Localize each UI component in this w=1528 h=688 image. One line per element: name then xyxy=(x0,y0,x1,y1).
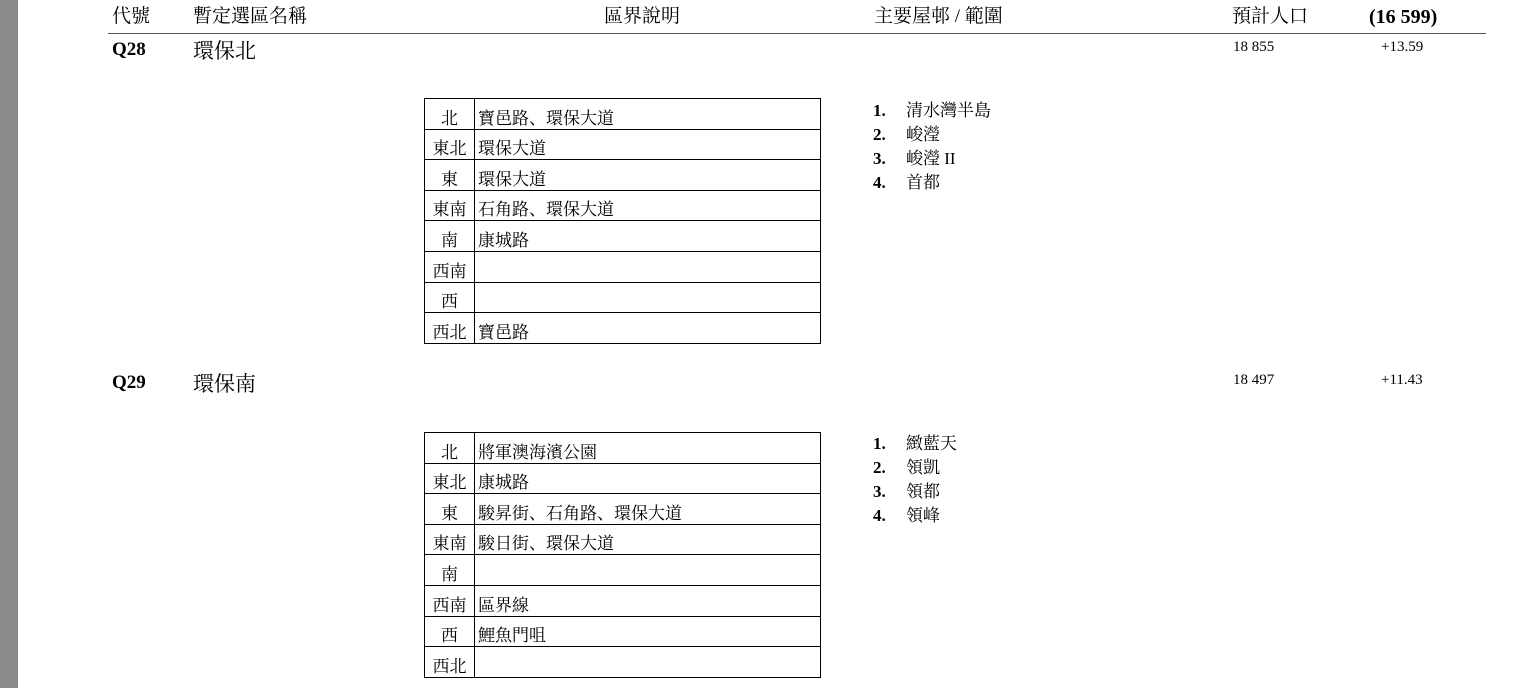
boundary-table xyxy=(424,98,821,344)
estate-name: 領峰 xyxy=(906,506,940,525)
boundary-description: 環保大道 xyxy=(475,160,821,191)
boundary-direction: 西南 xyxy=(425,251,475,282)
district-name: 環保北 xyxy=(193,39,256,63)
boundary-row xyxy=(425,190,821,221)
header-divider xyxy=(108,33,1486,34)
estate-number: 4. xyxy=(873,173,886,192)
header-quota: (16 599) xyxy=(1369,6,1438,28)
boundary-row xyxy=(425,251,821,282)
estate-number: 2. xyxy=(873,458,886,477)
district-code: Q29 xyxy=(112,372,146,393)
boundary-description: 康城路 xyxy=(475,463,821,494)
boundary-description: 鯉魚門咀 xyxy=(475,616,821,647)
header-estates: 主要屋邨 / 範圍 xyxy=(874,6,1003,27)
boundary-direction: 東南 xyxy=(425,190,475,221)
boundary-row xyxy=(425,282,821,313)
estate-item xyxy=(873,171,991,195)
header-population: 預計人口 xyxy=(1232,6,1309,27)
estate-name: 緻藍天 xyxy=(906,434,957,453)
boundary-row xyxy=(425,555,821,586)
boundary-description xyxy=(475,555,821,586)
boundary-description: 駿日街、環保大道 xyxy=(475,524,821,555)
boundary-row xyxy=(425,129,821,160)
boundary-direction: 東 xyxy=(425,494,475,525)
boundary-row xyxy=(425,616,821,647)
header-name: 暫定選區名稱 xyxy=(193,6,308,27)
boundary-description: 駿昇街、石角路、環保大道 xyxy=(475,494,821,525)
boundary-direction: 北 xyxy=(425,99,475,130)
estate-item xyxy=(873,456,957,480)
boundary-row xyxy=(425,160,821,191)
estate-item xyxy=(873,147,991,171)
boundary-direction: 西 xyxy=(425,282,475,313)
estate-item xyxy=(873,480,957,504)
boundary-direction: 東 xyxy=(425,160,475,191)
estate-name: 首都 xyxy=(906,173,940,192)
boundary-description: 康城路 xyxy=(475,221,821,252)
boundary-row xyxy=(425,494,821,525)
estate-name: 清水灣半島 xyxy=(906,101,991,120)
boundary-description: 區界線 xyxy=(475,585,821,616)
boundary-description xyxy=(475,282,821,313)
boundary-description xyxy=(475,251,821,282)
estate-item xyxy=(873,123,991,147)
estate-list xyxy=(873,99,991,195)
header-code: 代號 xyxy=(112,6,151,27)
boundary-row xyxy=(425,221,821,252)
boundary-direction: 北 xyxy=(425,433,475,464)
boundary-description: 環保大道 xyxy=(475,129,821,160)
estate-number: 3. xyxy=(873,482,886,501)
boundary-direction: 西南 xyxy=(425,585,475,616)
estate-name: 峻瀅 II xyxy=(906,149,956,168)
boundary-row xyxy=(425,524,821,555)
boundary-description: 石角路、環保大道 xyxy=(475,190,821,221)
boundary-row xyxy=(425,99,821,130)
estate-name: 領凱 xyxy=(906,458,940,477)
boundary-description: 寶邑路 xyxy=(475,313,821,344)
boundary-direction: 西 xyxy=(425,616,475,647)
boundary-direction: 南 xyxy=(425,221,475,252)
district-population: 18 497 xyxy=(1233,372,1275,388)
estate-name: 峻瀅 xyxy=(906,125,940,144)
boundary-direction: 南 xyxy=(425,555,475,586)
boundary-description: 將軍澳海濱公園 xyxy=(475,433,821,464)
boundary-direction: 西北 xyxy=(425,313,475,344)
district-population: 18 855 xyxy=(1233,39,1275,55)
estate-item xyxy=(873,99,991,123)
district-code: Q28 xyxy=(112,39,146,60)
boundary-table xyxy=(424,432,821,678)
boundary-row xyxy=(425,647,821,678)
estate-number: 3. xyxy=(873,149,886,168)
district-name: 環保南 xyxy=(193,372,256,396)
boundary-direction: 東北 xyxy=(425,129,475,160)
estate-number: 2. xyxy=(873,125,886,144)
estate-name: 領都 xyxy=(906,482,940,501)
boundary-row xyxy=(425,433,821,464)
boundary-direction: 東南 xyxy=(425,524,475,555)
district-deviation: +11.43 xyxy=(1381,372,1423,388)
estate-number: 1. xyxy=(873,101,886,120)
header-boundary: 區界說明 xyxy=(604,6,681,27)
estate-item xyxy=(873,504,957,528)
estate-number: 1. xyxy=(873,434,886,453)
boundary-direction: 西北 xyxy=(425,647,475,678)
estate-list xyxy=(873,432,957,528)
estate-number: 4. xyxy=(873,506,886,525)
boundary-description: 寶邑路、環保大道 xyxy=(475,99,821,130)
boundary-description xyxy=(475,647,821,678)
viewer-left-margin xyxy=(0,0,18,688)
boundary-row xyxy=(425,313,821,344)
boundary-row xyxy=(425,463,821,494)
estate-item xyxy=(873,432,957,456)
boundary-direction: 東北 xyxy=(425,463,475,494)
boundary-row xyxy=(425,585,821,616)
district-deviation: +13.59 xyxy=(1381,39,1424,55)
